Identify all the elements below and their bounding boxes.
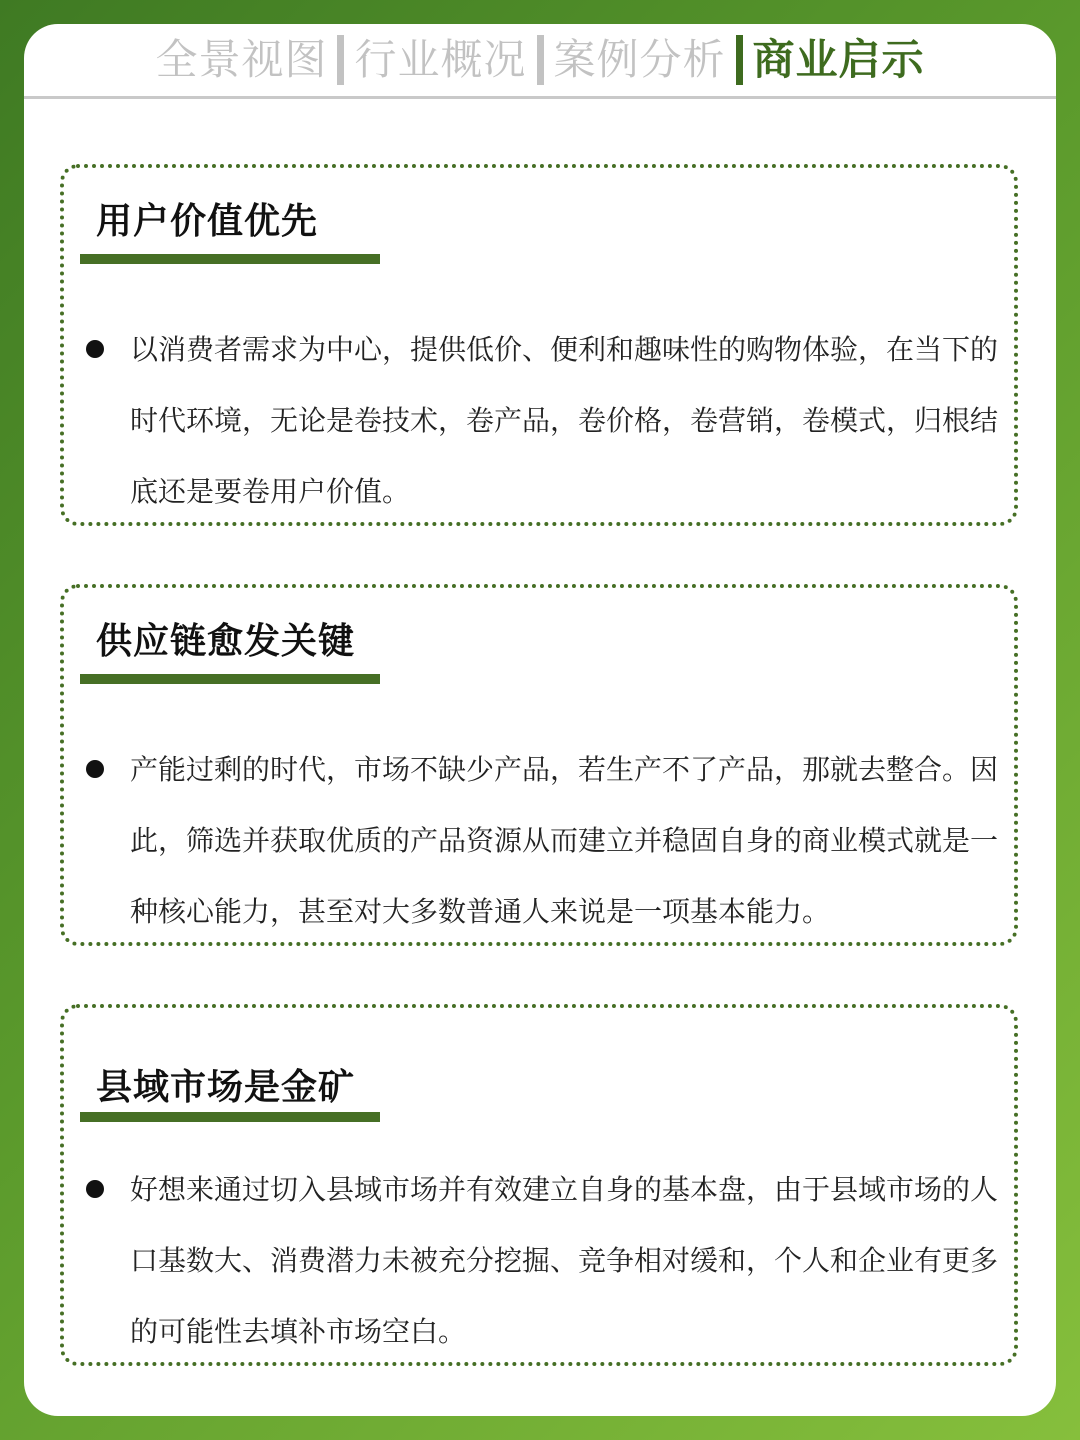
nav-tab-cases[interactable]: 案例分析 [553,35,726,84]
title-underline [80,1112,380,1122]
nav-separator-active [736,35,743,85]
nav-tab-insights[interactable]: 商业启示 [752,35,925,84]
section-body: 产能过剩的时代，市场不缺少产品，若生产不了产品，那就去整合。因此，筛选并获取优质的产品资源从而建立并稳固自身的商业模式就是一种核心能力，甚至对大多数普通人来说是一项基本能力。 [130,753,999,928]
section-county-market [60,1004,1018,1366]
content-card [24,24,1056,1416]
nav-separator [337,35,344,85]
nav-separator [537,35,544,85]
section-body: 好想来通过切入县域市场并有效建立自身的基本盘，由于县域市场的人口基数大、消费潜力未被充分挖掘、竞争相对缓和，个人和企业有更多的可能性去填补市场空白。 [130,1173,999,1348]
bullet-dot-icon [86,340,104,358]
section-title: 供应链愈发关键 [96,621,356,662]
section-title: 县域市场是金矿 [96,1067,356,1108]
title-underline [80,254,380,264]
bullet-dot-icon [86,760,104,778]
nav-tab-industry[interactable]: 行业概况 [354,35,527,84]
bullet-dot-icon [86,1180,104,1198]
section-user-value [60,164,1018,526]
title-underline [80,674,380,684]
section-body: 以消费者需求为中心，提供低价、便利和趣味性的购物体验，在当下的时代环境，无论是卷技术，卷产品，卷价格，卷营销，卷模式，归根结底还是要卷用户价值。 [130,333,999,508]
section-supply-chain [60,584,1018,946]
section-title: 用户价值优先 [96,201,319,242]
nav-tab-overview[interactable]: 全景视图 [155,35,328,84]
section-nav [24,24,1056,99]
